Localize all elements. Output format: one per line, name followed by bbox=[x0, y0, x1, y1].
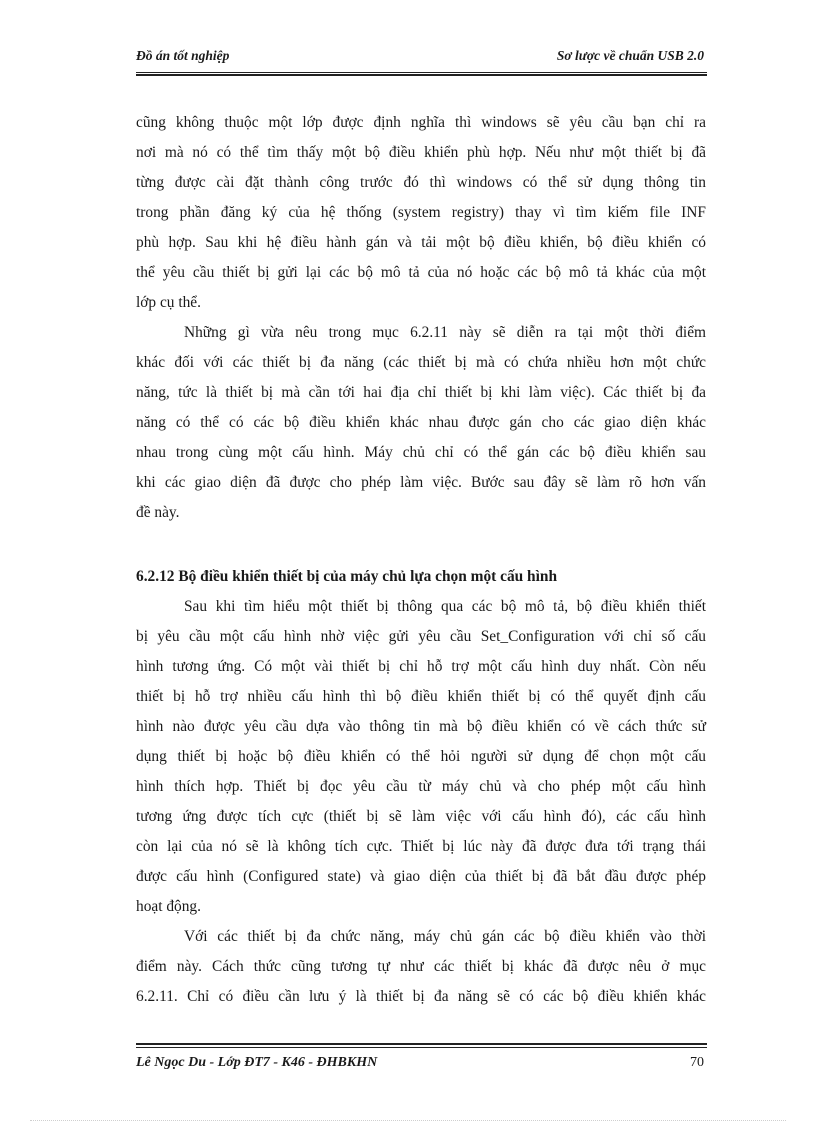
text-line: trong phần đăng ký của hệ thống (system registry) thay vì tìm kiếm file INF bbox=[136, 204, 706, 221]
text-line: còn lại của nó sẽ là không tích cực. Thiết bị lúc này đã được đưa tới trạng thái bbox=[136, 838, 706, 855]
page-edge-divider bbox=[30, 1120, 786, 1121]
page-footer bbox=[136, 1055, 704, 1077]
text-line: thể yêu cầu thiết bị gửi lại các bộ mô tả của nó hoặc các bộ mô tả khác của một bbox=[136, 264, 706, 281]
page-header bbox=[136, 48, 704, 70]
text-line: đề này. bbox=[136, 504, 180, 521]
section-spacer bbox=[136, 528, 706, 562]
footer-rule-bold bbox=[136, 1043, 707, 1045]
text-line: khác đối với các thiết bị đa năng (các thiết bị mà có chứa nhiều hơn một chức bbox=[136, 354, 706, 371]
header-rule bbox=[136, 72, 707, 73]
text-line: Với các thiết bị đa chức năng, máy chủ gán các bộ điều khiển vào thời bbox=[184, 928, 706, 945]
header-rule-bold bbox=[136, 74, 707, 76]
header-document-title: Đồ án tốt nghiệp bbox=[136, 48, 230, 63]
text-line: hình tương ứng. Có một vài thiết bị chỉ hỗ trợ một cấu hình duy nhất. Còn nếu bbox=[136, 658, 706, 675]
text-line: thiết bị hỗ trợ nhiều cấu hình thì bộ điều khiển thiết bị có thể quyết định cấu bbox=[136, 688, 706, 705]
footer-author: Lê Ngọc Du - Lớp ĐT7 - K46 - ĐHBKHN bbox=[136, 1055, 378, 1070]
text-line: 6.2.11. Chỉ có điều cần lưu ý là thiết bị đa năng sẽ có các bộ điều khiển khác bbox=[136, 988, 706, 1005]
text-line: bị yêu cầu một cấu hình nhờ việc gửi yêu cầu Set_Configuration với chỉ số cấu bbox=[136, 628, 706, 645]
text-line: năng có thể có các bộ điều khiển khác nhau được gán cho các giao diện khác bbox=[136, 414, 706, 431]
text-line: Những gì vừa nêu trong mục 6.2.11 này sẽ diễn ra tại một thời điểm bbox=[184, 324, 706, 341]
page-number: 70 bbox=[690, 1055, 704, 1070]
text-line: hình thích hợp. Thiết bị đọc yêu cầu từ máy chủ và cho phép một cấu hình bbox=[136, 778, 706, 795]
text-line: khi các giao diện đã được cho phép làm việc. Bước sau đây sẽ làm rõ hơn vấn bbox=[136, 474, 706, 491]
text-line: Sau khi tìm hiểu một thiết bị thông qua các bộ mô tả, bộ điều khiển thiết bbox=[184, 598, 706, 615]
text-line: cũng không thuộc một lớp được định nghĩa thì windows sẽ yêu cầu bạn chỉ ra bbox=[136, 114, 706, 131]
text-line: nơi mà nó có thể tìm thấy một bộ điều khiển phù hợp. Nếu như một thiết bị đã bbox=[136, 144, 706, 161]
page-body bbox=[136, 108, 706, 1012]
text-line: hoạt động. bbox=[136, 898, 201, 915]
text-line: hình nào được yêu cầu dựa vào thông tin mà bộ điều khiển có về cách thức sử bbox=[136, 718, 706, 735]
text-line: phù hợp. Sau khi hệ điều hành gán và tải một bộ điều khiển, bộ điều khiển có bbox=[136, 234, 706, 251]
section-heading: 6.2.12 Bộ điều khiển thiết bị của máy chủ lựa chọn một cấu hình bbox=[136, 568, 558, 585]
text-line: từng được cài đặt thành công trước đó thì windows có thể sử dụng thông tin bbox=[136, 174, 706, 191]
text-line: năng, tức là thiết bị mà cần tới hai địa chỉ thiết bị khi làm việc). Các thiết bị đa bbox=[136, 384, 706, 401]
text-line: điểm này. Cách thức cũng tương tự như các thiết bị khác đã được nêu ở mục bbox=[136, 958, 706, 975]
text-line: tương ứng được tích cực (thiết bị sẽ làm việc với cấu hình đó), các cấu hình bbox=[136, 808, 706, 825]
text-line: được cấu hình (Configured state) và giao diện của thiết bị đã bắt đầu được phép bbox=[136, 868, 706, 885]
header-chapter-title: Sơ lược về chuẩn USB 2.0 bbox=[556, 48, 704, 63]
text-line: nhau trong cùng một cấu hình. Máy chủ chỉ có thể gán các bộ điều khiển sau bbox=[136, 444, 706, 461]
text-line: lớp cụ thể. bbox=[136, 294, 201, 311]
text-line: dụng thiết bị hoặc bộ điều khiển có thể hỏi người sử dụng để chọn một cấu bbox=[136, 748, 706, 765]
footer-rule bbox=[136, 1047, 707, 1048]
